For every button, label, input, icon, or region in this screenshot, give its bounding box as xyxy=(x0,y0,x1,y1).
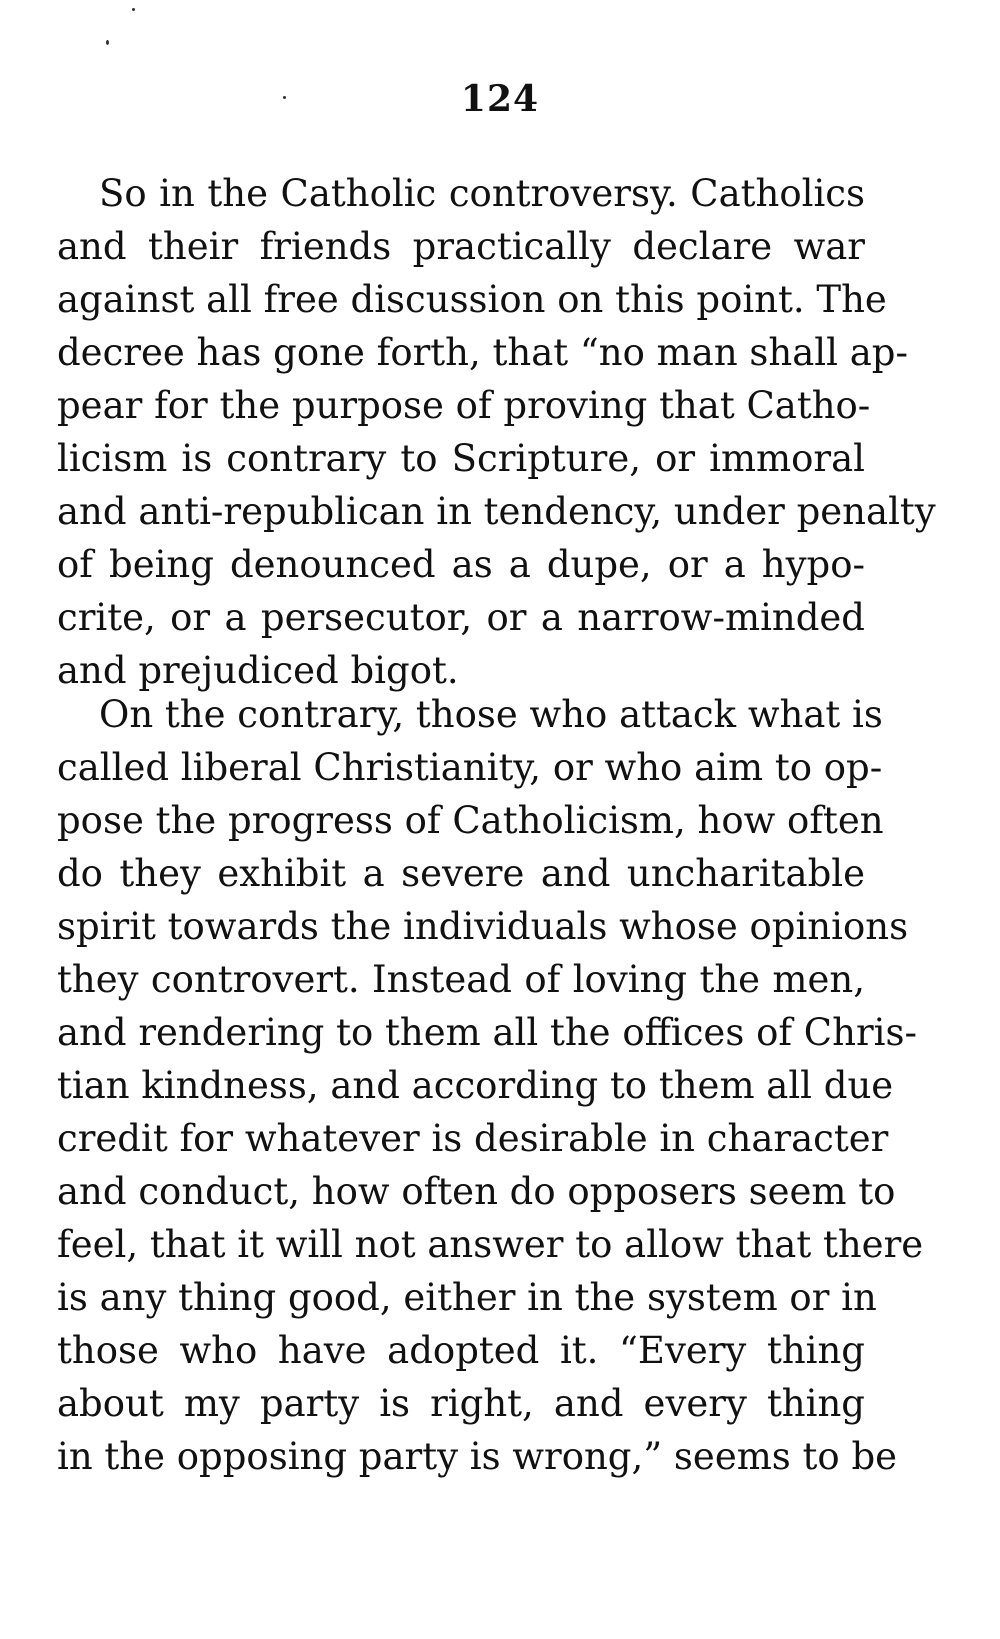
text-line: in the opposing party is wrong,” seems to be xyxy=(57,1435,898,1478)
text-line: pose the progress of Catholicism, how often xyxy=(57,799,884,842)
page-number: 124 xyxy=(460,78,540,120)
text-line: credit for whatever is desirable in character xyxy=(57,1117,889,1160)
text-line: and conduct, how often do opposers seem to xyxy=(57,1170,896,1213)
paragraph-1 xyxy=(57,167,936,697)
text-line: decree has gone forth, that “no man shall ap- xyxy=(57,331,908,374)
text-line: spirit towards the individuals whose opinions xyxy=(57,905,909,948)
text-line: of being denounced as a dupe, or a hypo- xyxy=(57,543,865,586)
ink-speck xyxy=(132,8,135,11)
ink-speck xyxy=(106,40,109,45)
text-line: pear for the purpose of proving that Catho- xyxy=(57,384,871,427)
text-line: against all free discussion on this point. The xyxy=(57,278,887,321)
text-line: about my party is right, and every thing xyxy=(57,1382,865,1425)
text-line: called liberal Christianity, or who aim to op- xyxy=(57,746,883,789)
text-line: and rendering to them all the offices of Chris- xyxy=(57,1011,917,1054)
text-line: feel, that it will not answer to allow that there xyxy=(57,1223,924,1266)
text-line: crite, or a persecutor, or a narrow-minded xyxy=(57,596,865,639)
text-line: and anti-republican in tendency, under penalty xyxy=(57,490,936,533)
text-line: licism is contrary to Scripture, or immoral xyxy=(57,437,865,480)
text-line: those who have adopted it. “Every thing xyxy=(57,1329,865,1372)
text-line: do they exhibit a severe and uncharitable xyxy=(57,852,865,895)
text-line: is any thing good, either in the system or in xyxy=(57,1276,877,1319)
text-line: and their friends practically declare war xyxy=(57,225,865,268)
text-line: tian kindness, and according to them all due xyxy=(57,1064,894,1107)
text-line: they controvert. Instead of loving the men, xyxy=(57,958,865,1001)
text-line: and prejudiced bigot. xyxy=(57,649,459,692)
text-line: On the contrary, those who attack what is xyxy=(99,693,883,736)
paragraph-2 xyxy=(57,688,924,1483)
text-line: So in the Catholic controversy. Catholics xyxy=(99,172,865,215)
